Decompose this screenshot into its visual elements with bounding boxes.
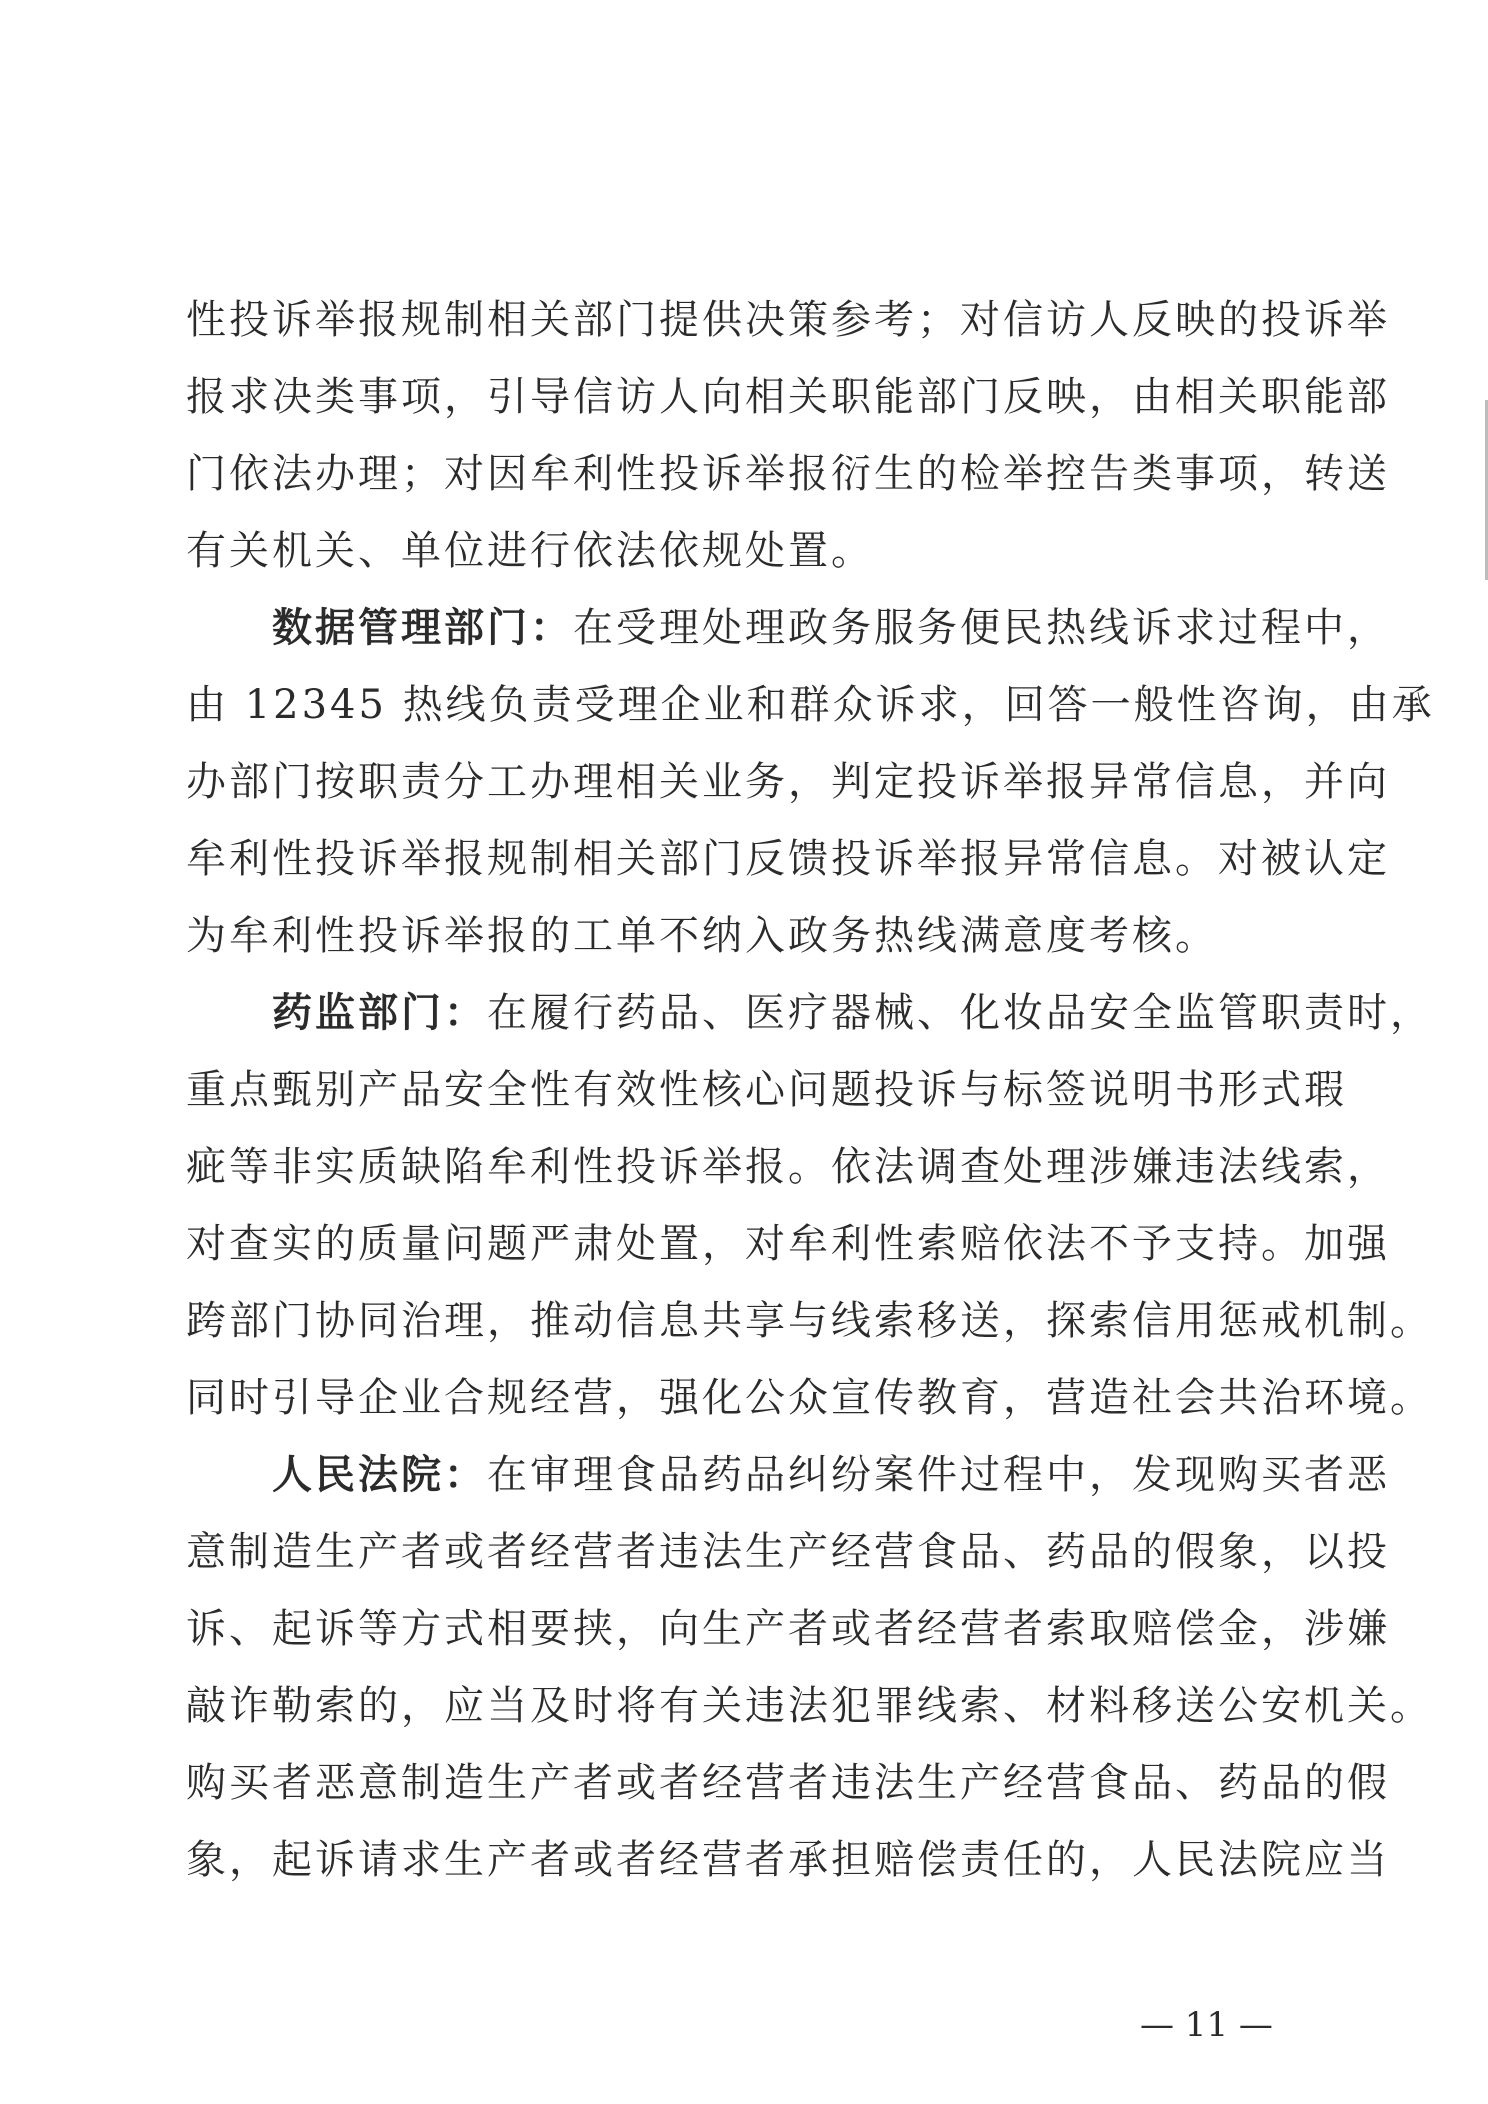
text-line: 诉、起诉等方式相要挟，向生产者或者经营者索取赔偿金，涉嫌 <box>186 1606 1390 1652</box>
text-line: 有关机关、单位进行依法依规处置。 <box>186 528 874 574</box>
text-line: 牟利性投诉举报规制相关部门反馈投诉举报异常信息。对被认定 <box>186 836 1390 882</box>
text-run: 在履行药品、医疗器械、化妆品安全监管职责时， <box>487 990 1433 1036</box>
paragraph-first-line <box>186 598 1390 658</box>
paragraph-first-line <box>186 983 1433 1043</box>
paragraph-heading: 人民法院： <box>272 1452 487 1498</box>
text-line: 办部门按职责分工办理相关业务，判定投诉举报异常信息，并向 <box>186 759 1390 805</box>
text-line: 敲诈勒索的，应当及时将有关违法犯罪线索、材料移送公安机关。 <box>186 1683 1433 1729</box>
text-line: 对查实的质量问题严肃处置，对牟利性索赔依法不予支持。加强 <box>186 1221 1390 1267</box>
paragraph-heading: 数据管理部门： <box>272 605 573 651</box>
page-number: — 11 — <box>1140 2005 1273 2045</box>
text-run: 在受理处理政务服务便民热线诉求过程中， <box>573 605 1390 651</box>
text-line: 意制造生产者或者经营者违法生产经营食品、药品的假象，以投 <box>186 1529 1390 1575</box>
paragraph-heading: 药监部门： <box>272 990 487 1036</box>
text-line: 由 12345 热线负责受理企业和群众诉求，回答一般性咨询，由承 <box>186 682 1435 728</box>
text-line: 购买者恶意制造生产者或者经营者违法生产经营食品、药品的假 <box>186 1760 1390 1806</box>
text-line: 性投诉举报规制相关部门提供决策参考；对信访人反映的投诉举 <box>186 297 1390 343</box>
text-line: 报求决类事项，引导信访人向相关职能部门反映，由相关职能部 <box>186 374 1390 420</box>
text-line: 门依法办理；对因牟利性投诉举报衍生的检举控告类事项，转送 <box>186 451 1390 497</box>
text-line: 重点甄别产品安全性有效性核心问题投诉与标签说明书形式瑕 <box>186 1067 1347 1113</box>
text-line: 跨部门协同治理，推动信息共享与线索移送，探索信用惩戒机制。 <box>186 1298 1433 1344</box>
text-line: 疵等非实质缺陷牟利性投诉举报。依法调查处理涉嫌违法线索， <box>186 1144 1390 1190</box>
text-line: 为牟利性投诉举报的工单不纳入政务热线满意度考核。 <box>186 913 1218 959</box>
text-line: 象，起诉请求生产者或者经营者承担赔偿责任的，人民法院应当 <box>186 1837 1390 1883</box>
text-run: 在审理食品药品纠纷案件过程中，发现购买者恶 <box>487 1452 1390 1498</box>
paragraph-first-line <box>186 1445 1390 1505</box>
text-line: 同时引导企业合规经营，强化公众宣传教育，营造社会共治环境。 <box>186 1375 1433 1421</box>
